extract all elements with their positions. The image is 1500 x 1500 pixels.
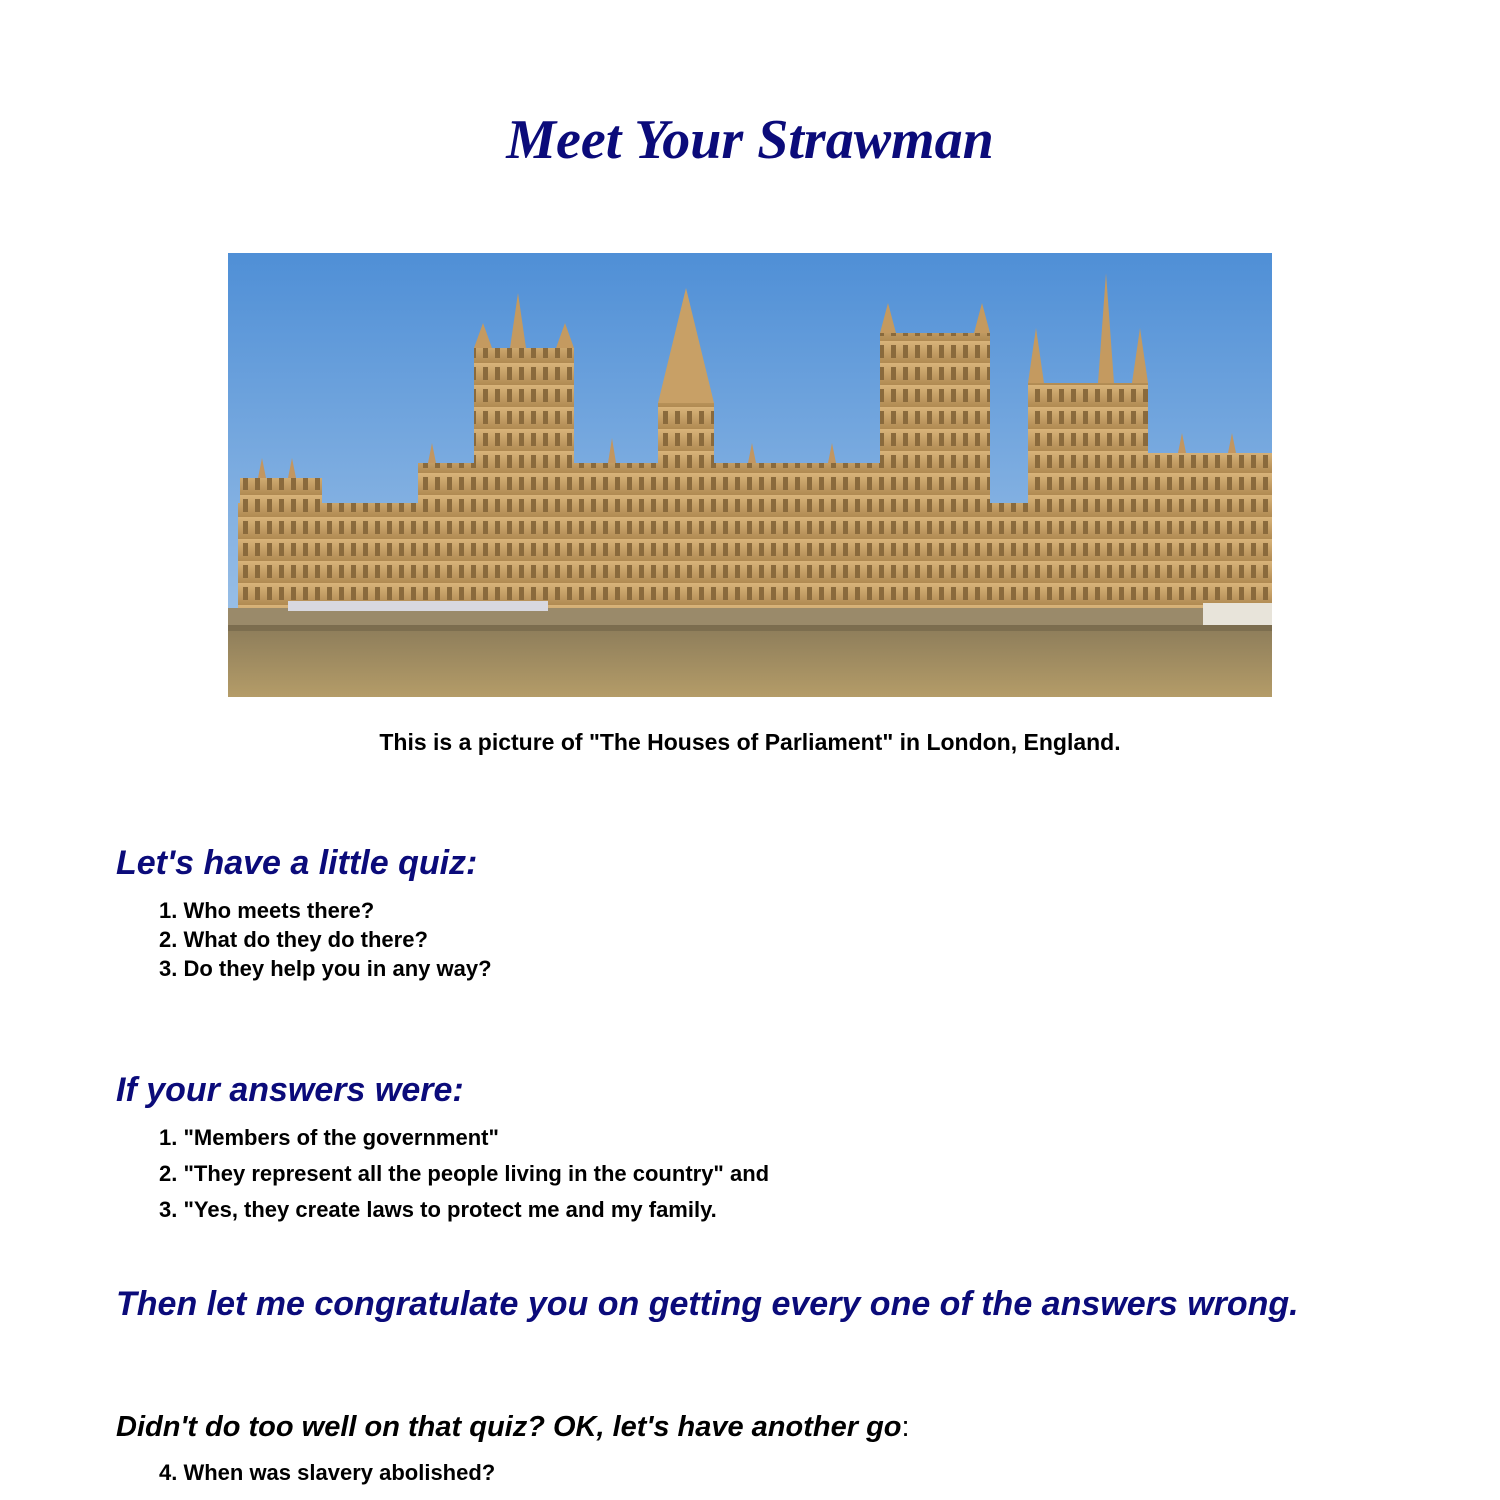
quiz-list — [159, 896, 492, 983]
list-item: 1. Who meets there? — [159, 898, 375, 923]
second-quiz-list — [159, 1458, 495, 1487]
second-quiz-heading-text: Didn't do too well on that quiz? OK, let's have another go — [116, 1411, 902, 1443]
houses-of-parliament-photo — [228, 253, 1272, 697]
page-title: Meet Your Strawman — [506, 109, 994, 171]
quiz-heading: Let's have a little quiz: — [116, 844, 478, 882]
list-item: 2. What do they do there? — [159, 927, 428, 952]
second-quiz-heading-colon: : — [901, 1411, 910, 1443]
second-quiz-heading — [116, 1410, 910, 1444]
list-item: 3. "Yes, they create laws to protect me and my family. — [159, 1197, 717, 1222]
conclusion-heading: Then let me congratulate you on getting every one of the answers wrong. — [116, 1285, 1299, 1323]
list-item: 1. "Members of the government" — [159, 1125, 499, 1150]
list-item: 4. When was slavery abolished? — [159, 1460, 496, 1485]
photo-caption: This is a picture of "The Houses of Parliament" in London, England. — [379, 729, 1121, 755]
answers-heading: If your answers were: — [116, 1071, 464, 1109]
list-item: 2. "They represent all the people living in the country" and — [159, 1161, 770, 1186]
list-item: 3. Do they help you in any way? — [159, 956, 492, 981]
answers-list — [159, 1120, 769, 1228]
